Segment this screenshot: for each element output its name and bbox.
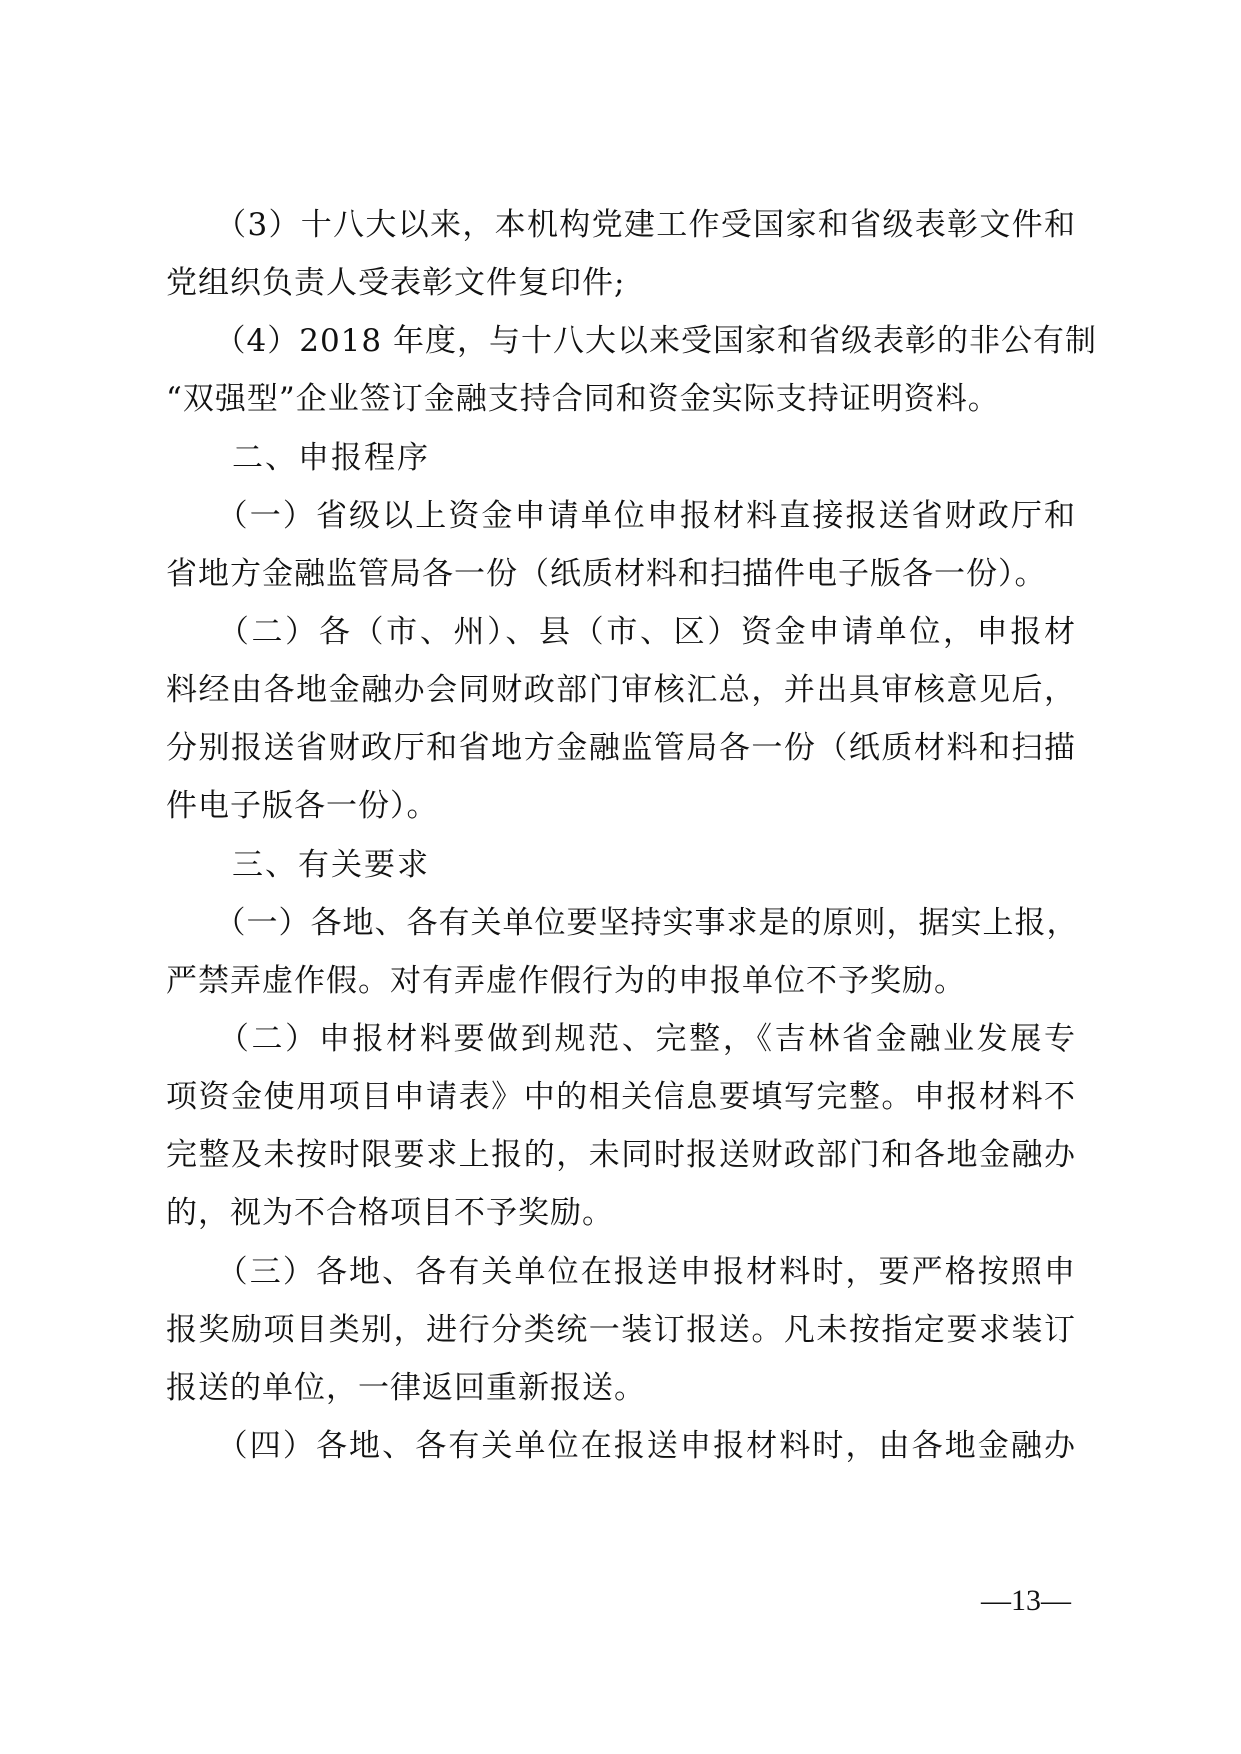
paragraph-line: 料经由各地金融办会同财政部门审核汇总，并出具审核意见后， (166, 672, 1076, 708)
paragraph-line: （三）各地、各有关单位在报送申报材料时，要严格按照申 (166, 1254, 1076, 1290)
paragraph-line: 报送的单位，一律返回重新报送。 (166, 1370, 646, 1406)
paragraph-line: 完整及未按时限要求上报的，未同时报送财政部门和各地金融办 (166, 1137, 1076, 1173)
paragraph-line: 件电子版各一份）。 (166, 788, 439, 824)
paragraph-line: 党组织负责人受表彰文件复印件; (166, 265, 626, 301)
paragraph-line: （一）省级以上资金申请单位申报材料直接报送省财政厅和 (166, 498, 1076, 534)
paragraph-line: 项资金使用项目申请表》中的相关信息要填写完整。申报材料不 (166, 1079, 1076, 1115)
paragraph-line: （四）各地、各有关单位在报送申报材料时，由各地金融办 (166, 1428, 1076, 1464)
paragraph-line: 省地方金融监管局各一份（纸质材料和扫描件电子版各一份）。 (166, 556, 1047, 592)
section-heading: 三、有关要求 (166, 847, 430, 883)
paragraph-line: 的，视为不合格项目不予奖励。 (166, 1195, 614, 1231)
paragraph-line: （二）申报材料要做到规范、完整，《吉林省金融业发展专 (166, 1021, 1076, 1057)
paragraph-line: 分别报送省财政厅和省地方金融监管局各一份（纸质材料和扫描 (166, 730, 1076, 766)
paragraph-line: （4）2018 年度，与十八大以来受国家和省级表彰的非公有制 (166, 323, 1097, 359)
paragraph-line: （3）十八大以来，本机构党建工作受国家和省级表彰文件和 (166, 207, 1076, 243)
paragraph-line: （二）各（市、州）、县（市、区）资金申请单位，申报材 (166, 614, 1076, 650)
paragraph-line: 严禁弄虚作假。对有弄虚作假行为的申报单位不予奖励。 (166, 963, 966, 999)
paragraph-line: 报奖励项目类别，进行分类统一装订报送。凡未按指定要求装订 (166, 1312, 1076, 1348)
paragraph-line: “双强型”企业签订金融支持合同和资金实际支持证明资料。 (166, 381, 1000, 417)
paragraph-line: （一）各地、各有关单位要坚持实事求是的原则，据实上报， (166, 905, 1079, 941)
section-heading: 二、申报程序 (166, 440, 430, 476)
page-number: —13— (981, 1584, 1071, 1617)
